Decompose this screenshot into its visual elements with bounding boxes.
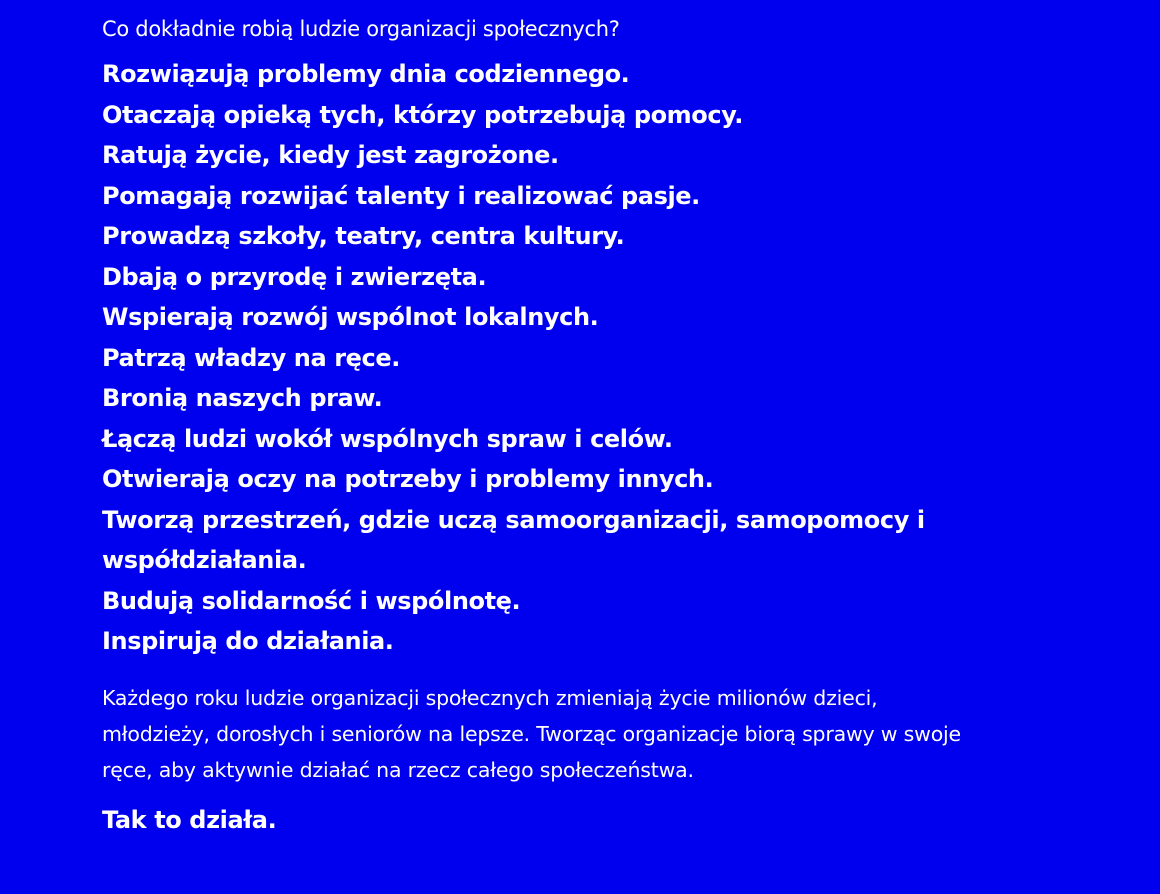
activity-item: Bronią naszych praw.	[102, 384, 383, 412]
activity-item: Pomagają rozwijać talenty i realizować pasje.	[102, 181, 700, 210]
activity-item: Otaczają opieką tych, którzy potrzebują pomocy.	[102, 100, 743, 129]
closing-statement: Tak to działa.	[102, 805, 277, 834]
activity-item: Łączą ludzi wokół wspólnych spraw i celów.	[102, 424, 673, 453]
activities-list	[102, 54, 1062, 662]
activity-item: Prowadzą szkoły, teatry, centra kultury.	[102, 222, 625, 250]
activity-item: Wspierają rozwój wspólnot lokalnych.	[102, 303, 599, 331]
intro-question: Co dokładnie robią ludzie organizacji społecznych?	[102, 17, 620, 41]
activity-item: Ratują życie, kiedy jest zagrożone.	[102, 141, 559, 169]
activity-item: Inspirują do działania.	[102, 627, 394, 655]
activity-item: Tworzą przestrzeń, gdzie uczą samoorganizacji, samopomocy i współdziałania.	[102, 505, 925, 574]
summary-paragraph: Każdego roku ludzie organizacji społecznych zmieniają życie milionów dzieci, młodzieży, dorosłych i seniorów na lepsze. Tworząc organizacje biorą sprawy w swoje ręce, aby aktywnie działać na rzecz całego społeczeństwa.	[102, 685, 961, 782]
activity-item: Otwierają oczy na potrzeby i problemy innych.	[102, 465, 714, 493]
activity-item: Dbają o przyrodę i zwierzęta.	[102, 262, 487, 291]
activity-item: Budują solidarność i wspólnotę.	[102, 586, 521, 615]
activity-item: Rozwiązują problemy dnia codziennego.	[102, 60, 630, 88]
main-content	[102, 0, 1062, 840]
activity-item: Patrzą władzy na ręce.	[102, 343, 400, 372]
